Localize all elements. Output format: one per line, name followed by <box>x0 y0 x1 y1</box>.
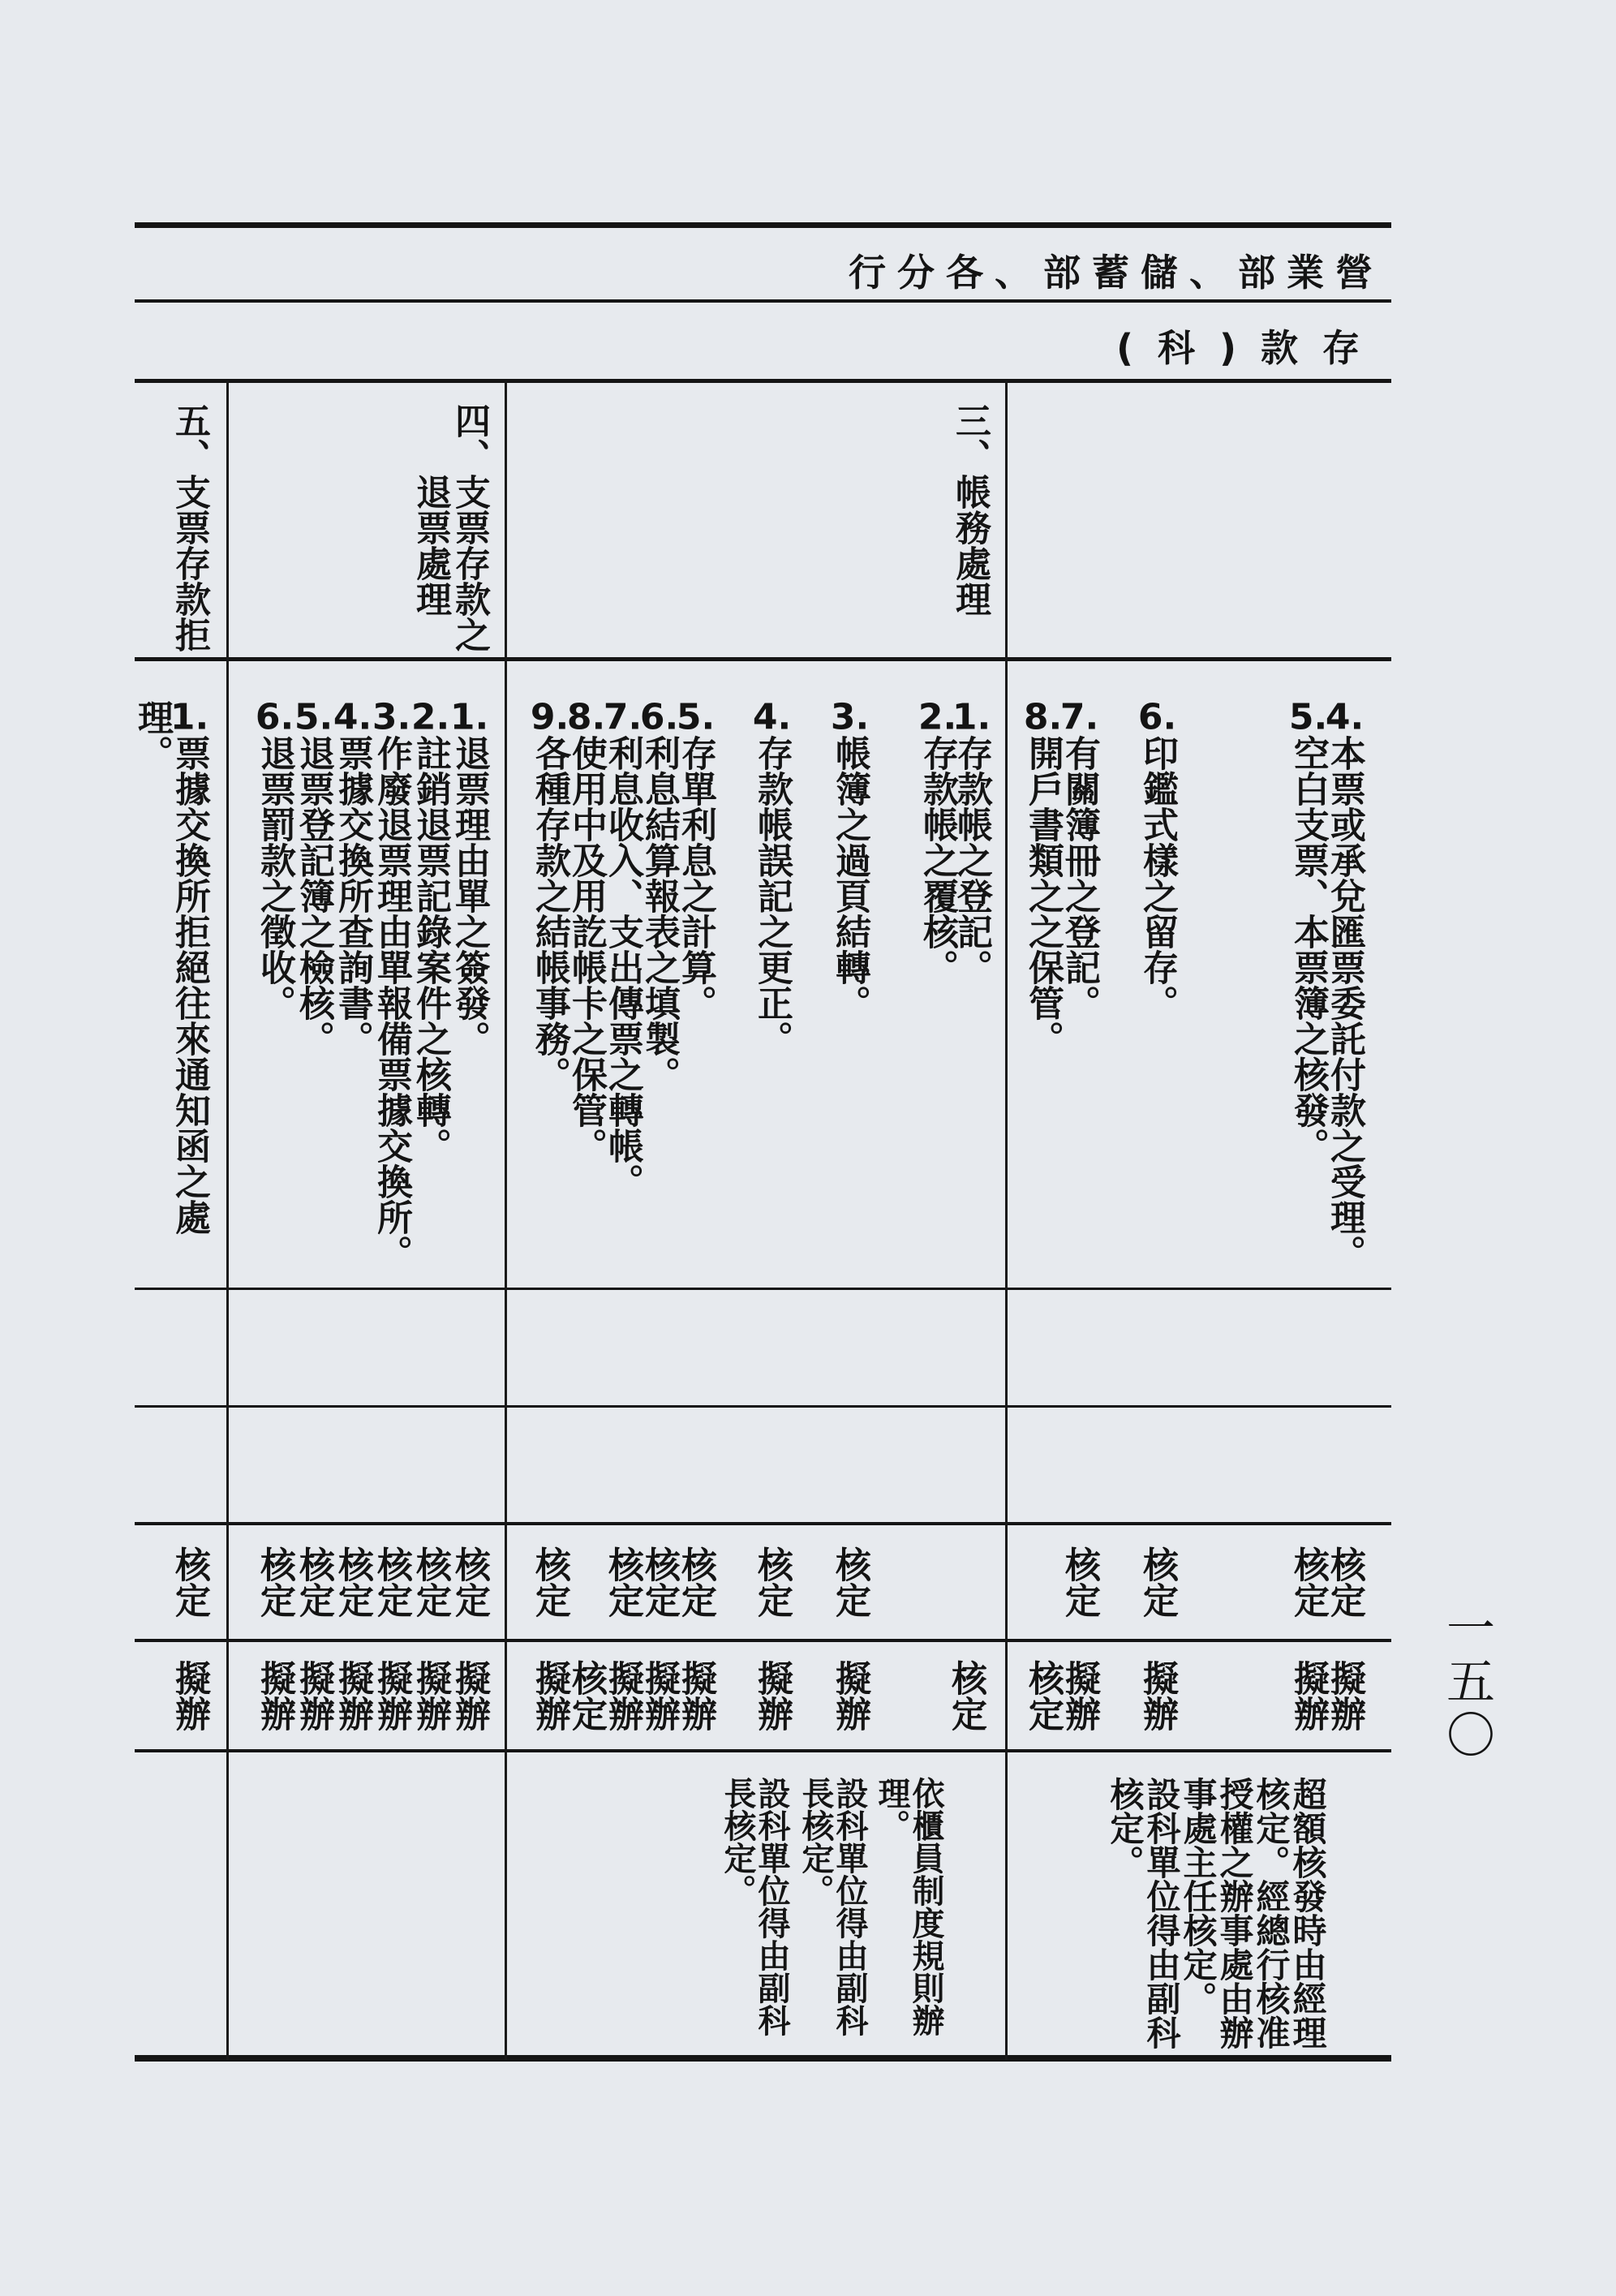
subject-title: 存款(科) <box>1115 326 1384 370</box>
draft-authority <box>372 1660 410 1739</box>
duty-item <box>831 699 868 1278</box>
duty-item <box>1022 699 1064 1278</box>
draft-authority <box>170 1660 208 1739</box>
approve-label: 核定 <box>1324 1546 1365 1618</box>
note-text: 依櫃員制度規則辦理。 <box>873 1777 944 2036</box>
duty-item <box>1287 699 1329 1278</box>
item-text: 印鑑式樣之留存。 <box>1137 735 1178 1021</box>
item-number: 7. <box>603 699 643 735</box>
approve-label: 核定 <box>410 1546 451 1618</box>
category-number: 三、 <box>949 402 991 474</box>
item-number: 4. <box>1325 699 1365 735</box>
approve-label: 核定 <box>1137 1546 1178 1618</box>
item-text: 退票登記簿之檢核。 <box>293 735 334 1056</box>
item-number: 1. <box>952 699 991 735</box>
draft-authority <box>677 1660 714 1739</box>
draft-label: 擬辦 <box>169 1660 210 1731</box>
blank-row-rule-2 <box>135 1522 1391 1525</box>
item-text: 開戶書類之之保管。 <box>1022 735 1064 1056</box>
item-text: 註銷退票記錄案件之核轉。 <box>410 735 451 1163</box>
draft-label: 擬辦 <box>829 1660 870 1731</box>
draft-label: 擬辦 <box>638 1660 680 1731</box>
duty-item <box>333 699 371 1278</box>
approval-authority <box>294 1546 332 1625</box>
approve-label: 核定 <box>371 1546 412 1618</box>
approval-authority <box>604 1546 641 1625</box>
item-text: 有關簿冊之登記。 <box>1059 735 1100 1021</box>
approve-label: 核定 <box>1059 1546 1100 1618</box>
draft-authority <box>333 1660 371 1739</box>
draft-authority <box>604 1660 641 1739</box>
item-number: 3. <box>372 699 411 735</box>
item-number: 1. <box>449 699 489 735</box>
item-number: 1. <box>170 699 209 735</box>
draft-label: 核定 <box>565 1660 607 1731</box>
duty-item <box>294 699 332 1278</box>
item-number: 6. <box>1137 699 1177 735</box>
draft-label: 核定 <box>945 1660 986 1731</box>
draft-authority <box>1326 1660 1363 1739</box>
approval-authority <box>256 1546 293 1625</box>
draft-authority <box>1137 1660 1178 1739</box>
item-text: 存款帳之登記。 <box>951 735 992 985</box>
draft-authority <box>411 1660 449 1739</box>
duty-item <box>256 699 293 1278</box>
draft-authority <box>565 1660 607 1739</box>
item-number: 7. <box>1059 699 1099 735</box>
item-number: 5. <box>1288 699 1328 735</box>
draft-authority <box>751 1660 793 1739</box>
approve-label: 核定 <box>449 1546 490 1618</box>
draft-label: 擬辦 <box>410 1660 451 1731</box>
duty-item <box>133 699 208 1278</box>
item-number: 3. <box>830 699 870 735</box>
approve-label: 核定 <box>602 1546 643 1618</box>
duty-item <box>604 699 641 1278</box>
approval-authority <box>1326 1546 1363 1625</box>
item-text: 存款帳誤記之更正。 <box>751 735 793 1056</box>
approve-row-rule <box>135 1639 1391 1642</box>
draft-label: 擬辦 <box>1287 1660 1329 1731</box>
draft-authority <box>450 1660 488 1739</box>
draft-label: 擬辦 <box>332 1660 373 1731</box>
draft-authority <box>256 1660 293 1739</box>
department-title: 營業部、儲蓄部、各分行 <box>849 251 1384 295</box>
item-text: 利息結算報表之填製。 <box>638 735 680 1092</box>
draft-authority <box>1022 1660 1064 1739</box>
draft-label: 擬辦 <box>529 1660 570 1731</box>
approve-label: 核定 <box>529 1546 570 1618</box>
page-number: 一五〇 <box>1438 1602 1495 1763</box>
note-text: 設科單位得由副科核定。 <box>1105 1777 1182 2049</box>
approve-label: 核定 <box>1287 1546 1329 1618</box>
approve-label: 核定 <box>293 1546 334 1618</box>
category-label: 支票存款之 <box>449 474 490 652</box>
item-text: 本票或承兌匯票委託付款之受理。 <box>1324 735 1365 1271</box>
duty-item <box>531 699 568 1278</box>
approval-authority <box>531 1546 568 1625</box>
item-number: 4. <box>333 699 372 735</box>
item-number: 6. <box>255 699 294 735</box>
remark-note <box>1107 1777 1180 2053</box>
item-text: 存單利息之計算。 <box>675 735 716 1021</box>
item-text: 使用中及用訖帳卡之保管。 <box>565 735 607 1163</box>
draft-label: 擬辦 <box>751 1660 793 1731</box>
item-number: 4. <box>752 699 792 735</box>
item-number: 2. <box>410 699 450 735</box>
item-text: 空白支票、本票簿之核發。 <box>1287 735 1329 1163</box>
category-heading <box>950 402 989 688</box>
item-text: 利息收入、支出傳票之轉帳。 <box>602 735 643 1199</box>
item-text: 存款帳之覆核。 <box>917 735 958 985</box>
draft-authority <box>831 1660 868 1739</box>
item-text: 帳簿之過頁結轉。 <box>829 735 870 1021</box>
approval-authority <box>638 1546 680 1625</box>
column-divider-a <box>226 381 229 2060</box>
draft-label: 核定 <box>1022 1660 1064 1731</box>
item-text: 退票理由單之簽發。 <box>449 735 490 1056</box>
item-number: 8. <box>1023 699 1063 735</box>
draft-label: 擬辦 <box>1059 1660 1100 1731</box>
draft-label: 擬辦 <box>293 1660 334 1731</box>
draft-label: 擬辦 <box>1324 1660 1365 1731</box>
remark-note <box>875 1777 943 2040</box>
item-number: 2. <box>918 699 957 735</box>
header-bottom-rule <box>135 379 1391 383</box>
duty-item <box>1326 699 1363 1278</box>
approval-authority <box>1287 1546 1329 1625</box>
draft-authority <box>531 1660 568 1739</box>
draft-row-rule <box>135 1749 1391 1752</box>
duty-item <box>918 699 956 1278</box>
approve-label: 核定 <box>332 1546 373 1618</box>
approval-authority <box>170 1546 208 1625</box>
approval-authority <box>372 1546 410 1625</box>
draft-label: 擬辦 <box>371 1660 412 1731</box>
note-text: 設科單位得由副科長核定。 <box>719 1777 790 2036</box>
category-label: 支票存款拒 <box>169 474 210 652</box>
duty-item <box>638 699 680 1278</box>
category-label: 帳務處理 <box>949 474 991 617</box>
item-number: 6. <box>639 699 679 735</box>
duty-item <box>372 699 410 1278</box>
remark-note <box>798 1777 866 2040</box>
approve-label: 核定 <box>169 1546 210 1618</box>
category-number: 四、 <box>449 402 490 474</box>
category-heading <box>170 402 208 688</box>
category-row-rule <box>135 657 1391 661</box>
item-number: 5. <box>676 699 716 735</box>
table-bottom-rule <box>135 2055 1391 2062</box>
table-top-rule <box>135 222 1391 228</box>
item-number: 9. <box>530 699 569 735</box>
draft-authority <box>947 1660 984 1739</box>
item-text: 退票罰款之徵收。 <box>254 735 295 1021</box>
note-text: 設科單位得由副科長核定。 <box>797 1777 868 2036</box>
category-number: 五、 <box>169 402 210 474</box>
remark-note <box>1180 1777 1326 2053</box>
approve-label: 核定 <box>751 1546 793 1618</box>
draft-label: 擬辦 <box>602 1660 643 1731</box>
item-text: 票據交換所查詢書。 <box>332 735 373 1056</box>
approve-label: 核定 <box>254 1546 295 1618</box>
draft-label: 擬辦 <box>1137 1660 1178 1731</box>
draft-label: 擬辦 <box>254 1660 295 1731</box>
items-row-rule <box>135 1288 1391 1290</box>
item-number: 8. <box>566 699 606 735</box>
item-number: 5. <box>294 699 333 735</box>
approve-label: 核定 <box>638 1546 680 1618</box>
duty-item <box>1060 699 1098 1278</box>
approval-authority <box>450 1546 488 1625</box>
approval-authority <box>1137 1546 1178 1625</box>
column-divider-b <box>505 381 507 2060</box>
category-label: 退票處理 <box>410 474 451 617</box>
draft-authority <box>294 1660 332 1739</box>
draft-authority <box>1060 1660 1098 1739</box>
duty-item <box>411 699 449 1278</box>
draft-authority <box>1287 1660 1329 1739</box>
duty-item <box>565 699 607 1278</box>
approve-label: 核定 <box>829 1546 870 1618</box>
duty-item <box>450 699 488 1278</box>
approval-authority <box>333 1546 371 1625</box>
item-text: 作廢退票理由單報備票據交換所。 <box>371 735 412 1271</box>
remark-note <box>720 1777 789 2040</box>
duty-item <box>751 699 793 1278</box>
column-divider-c <box>1005 381 1008 2060</box>
approval-authority <box>751 1546 793 1625</box>
header-divider <box>135 299 1391 303</box>
blank-row-rule <box>135 1405 1391 1408</box>
approval-authority <box>411 1546 449 1625</box>
approval-authority <box>831 1546 868 1625</box>
duty-item <box>1137 699 1178 1278</box>
item-text: 各種存款之結帳事務。 <box>529 735 570 1092</box>
category-heading <box>449 402 488 688</box>
item-text: 票據交換所拒絕往來通知函之處理。 <box>131 699 210 1235</box>
draft-authority <box>638 1660 680 1739</box>
note-text: 超額核發時由經理核定。經總行核准授權之辦事處由辦事處主任核定。 <box>1178 1777 1328 2049</box>
draft-label: 擬辦 <box>675 1660 716 1731</box>
approval-authority <box>677 1546 714 1625</box>
approve-label: 核定 <box>675 1546 716 1618</box>
draft-label: 擬辦 <box>449 1660 490 1731</box>
duty-item <box>677 699 714 1278</box>
approval-authority <box>1060 1546 1098 1625</box>
